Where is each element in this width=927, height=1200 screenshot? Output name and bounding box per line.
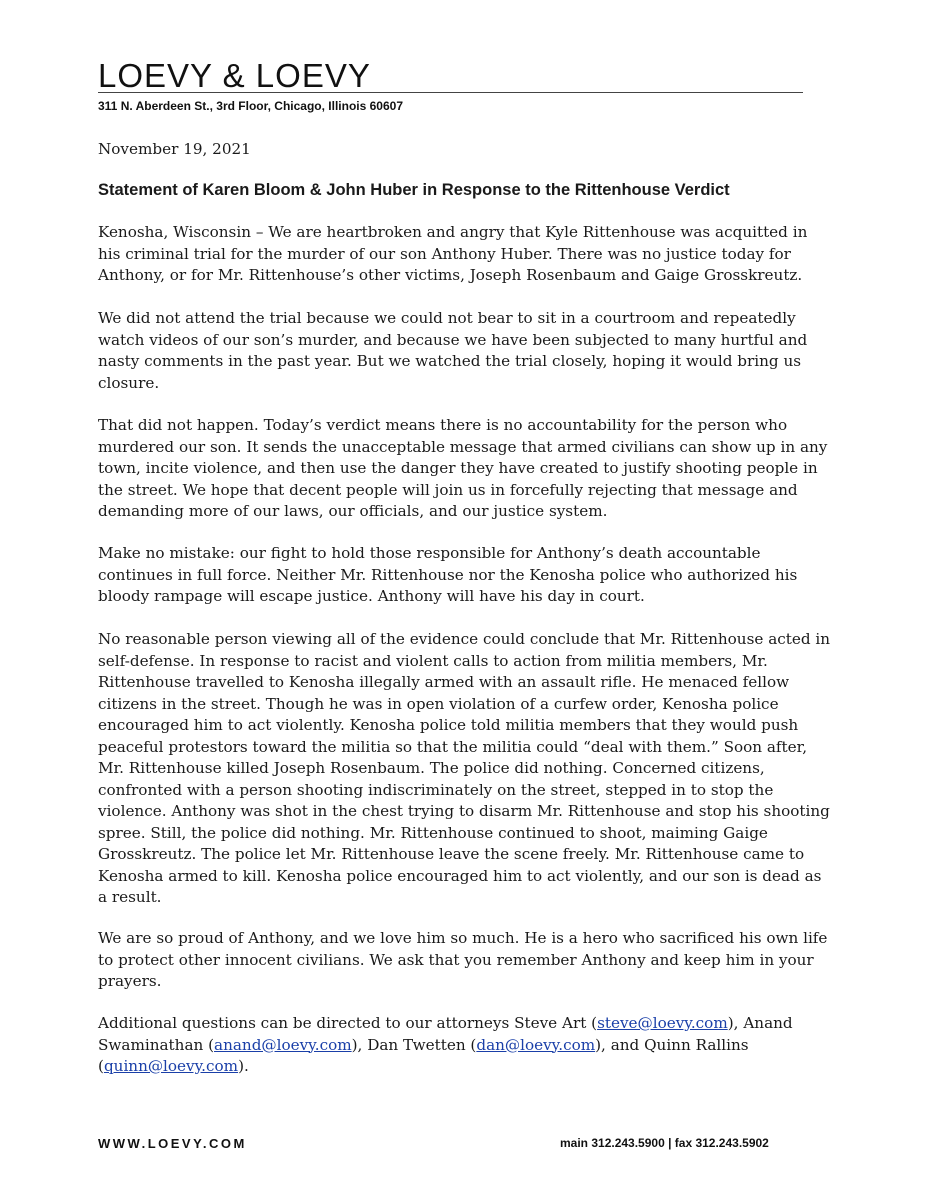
paragraph-4: Make no mistake: our fight to hold those responsible for Anthony’s death accountable continues in full force. Neither Mr. Rittenhouse nor the Kenosha police who authorized his bloody rampage will escape justice. Anthony will have his day in court.	[98, 544, 798, 605]
email-link-anand[interactable]: anand@loevy.com	[214, 1035, 352, 1054]
contact-separator: ), and Quinn Rallins (	[98, 1035, 749, 1075]
footer-phone-fax: main 312.243.5900 | fax 312.243.5902	[560, 1136, 769, 1150]
letterhead-divider	[98, 92, 803, 93]
paragraph-5: No reasonable person viewing all of the evidence could conclude that Mr. Rittenhouse acted in self-defense. In response to racist and violent calls to action from militia members, Mr. Rittenhouse travelled to Kenosha illegally armed with an assault rifle. He menaced fellow citizens in the street. Though he was in open violation of a curfew order, Kenosha police encouraged him to act violently. Kenosha police told militia members that they would push peaceful protestors toward the militia so that the militia could “deal with them.” Soon after, Mr. Rittenhouse killed Joseph Rosenbaum. The police did nothing. Concerned citizens, confronted with a person shooting indiscriminately on the street, stepped in to stop the violence. Anthony was shot in the chest trying to disarm Mr. Rittenhouse and stop his shooting spree. Still, the police did nothing. Mr. Rittenhouse continued to shoot, maiming Gaige Grosskreutz. The police let Mr. Rittenhouse leave the scene freely. Mr. Rittenhouse came to Kenosha armed to kill. Kenosha police encouraged him to act violently, and our son is dead as a result.	[98, 630, 831, 906]
contact-separator: ), Anand Swaminathan (	[98, 1014, 793, 1054]
email-link-quinn[interactable]: quinn@loevy.com	[103, 1057, 239, 1075]
email-link-steve[interactable]: steve@loevy.com	[597, 1014, 728, 1032]
paragraph-2: We did not attend the trial because we could not bear to sit in a courtroom and repeatedly watch videos of our son’s murder, and because we have been subjected to many hurtful and nasty comments in the past year. But we watched the trial closely, hoping it would bring us closure.	[98, 309, 808, 392]
contact-end: ).	[238, 1057, 249, 1075]
contact-paragraph	[98, 1013, 833, 1078]
email-link-dan[interactable]: dan@loevy.com	[476, 1035, 596, 1054]
firm-name: LOEVY & LOEVY	[98, 57, 371, 94]
paragraph-1: Kenosha, Wisconsin – We are heartbroken and angry that Kyle Rittenhouse was acquitted in his criminal trial for the murder of our son Anthony Huber. There was no justice today for Anthony, or for Mr. Rittenhouse’s other victims, Joseph Rosenbaum and Gaige Grosskreutz.	[98, 223, 808, 284]
paragraph-3: That did not happen. Today’s verdict means there is no accountability for the person who murdered our son. It sends the unacceptable message that armed civilians can show up in any town, incite violence, and then use the danger they have created to justify shooting people in the street. We hope that decent people will join us in forcefully rejecting that message and demanding more of our laws, our officials, and our justice system.	[98, 416, 828, 520]
contact-separator: ), Dan Twetten (	[351, 1035, 477, 1054]
footer-website: WWW.LOEVY.COM	[98, 1136, 247, 1151]
statement-title: Statement of Karen Bloom & John Huber in Response to the Rittenhouse Verdict	[98, 181, 730, 199]
paragraph-6: We are so proud of Anthony, and we love him so much. He is a hero who sacrificed his own life to protect other innocent civilians. We ask that you remember Anthony and keep him in your prayers.	[98, 929, 828, 990]
contact-intro: Additional questions can be directed to our attorneys Steve Art (	[98, 1014, 598, 1032]
firm-address: 311 N. Aberdeen St., 3rd Floor, Chicago, Illinois 60607	[98, 99, 403, 113]
letter-date: November 19, 2021	[98, 140, 251, 158]
